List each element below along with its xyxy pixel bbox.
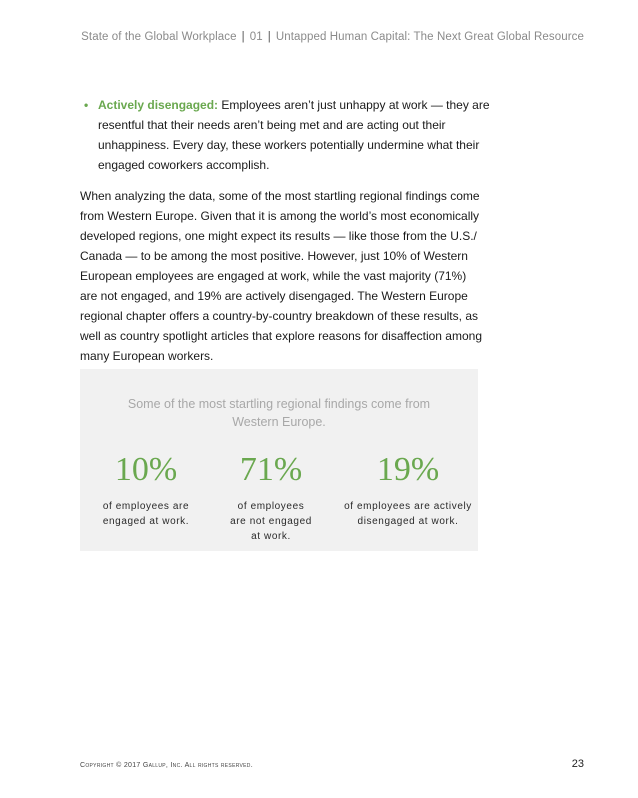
stat-description	[338, 499, 478, 529]
callout-title-line: Western Europe.	[232, 415, 326, 429]
stat-description-line: at work.	[251, 531, 291, 542]
stat-value: 71%	[239, 451, 303, 488]
header-chapter-number: 01	[249, 31, 263, 43]
header-separator: |	[267, 31, 271, 43]
page-number: 23	[571, 758, 584, 770]
stat-value: 19%	[376, 451, 440, 488]
callout-title-line: Some of the most startling regional findings come from	[127, 397, 431, 411]
stat-engaged	[80, 451, 212, 529]
bullet-text: Employees aren’t just unhappy at work — they are resentful that their needs aren’t being met and are acting out their unhappiness. Every day, these workers potentially undermine what their engaged coworkers accomplish.	[98, 98, 490, 172]
bullet-marker: •	[84, 98, 89, 112]
stat-not-engaged	[205, 451, 337, 544]
body-paragraph: When analyzing the data, some of the most startling regional findings come from Western Europe. Given that it is among the world’s most economically developed regions, one might expect its results — like those from the U.S./ Canada — to be among the most positive. However, just 10% of Western European employees are engaged at work, while the vast majority (71%) are not engaged, and 19% are actively disengaged. The Western Europe regional chapter offers a country-by-country breakdown of these results, as well as country spotlight articles that explore reasons for disaffection among many European workers.	[80, 189, 482, 363]
stats-callout-box	[80, 369, 478, 551]
running-header	[81, 31, 584, 43]
stat-description	[205, 499, 337, 544]
bullet-item	[84, 95, 498, 175]
stat-description-line: of employees are	[102, 501, 190, 512]
footer-copyright: Copyright © 2017 Gallup, Inc. All rights reserved.	[80, 762, 253, 769]
stat-description-line: of employees	[237, 501, 305, 512]
stat-description-line: of employees are actively	[344, 501, 472, 512]
stat-actively-disengaged	[338, 451, 478, 529]
callout-title	[80, 395, 478, 431]
stat-description	[80, 499, 212, 529]
stat-value: 10%	[114, 451, 178, 488]
stat-description-line: disengaged at work.	[357, 516, 459, 527]
stat-description-line: engaged at work.	[102, 516, 190, 527]
header-section-title: Untapped Human Capital: The Next Great Global Resource	[275, 31, 584, 43]
header-report-title: State of the Global Workplace	[81, 31, 237, 43]
bullet-term: Actively disengaged:	[98, 98, 219, 112]
stat-description-line: are not engaged	[230, 516, 312, 527]
header-separator: |	[241, 31, 245, 43]
